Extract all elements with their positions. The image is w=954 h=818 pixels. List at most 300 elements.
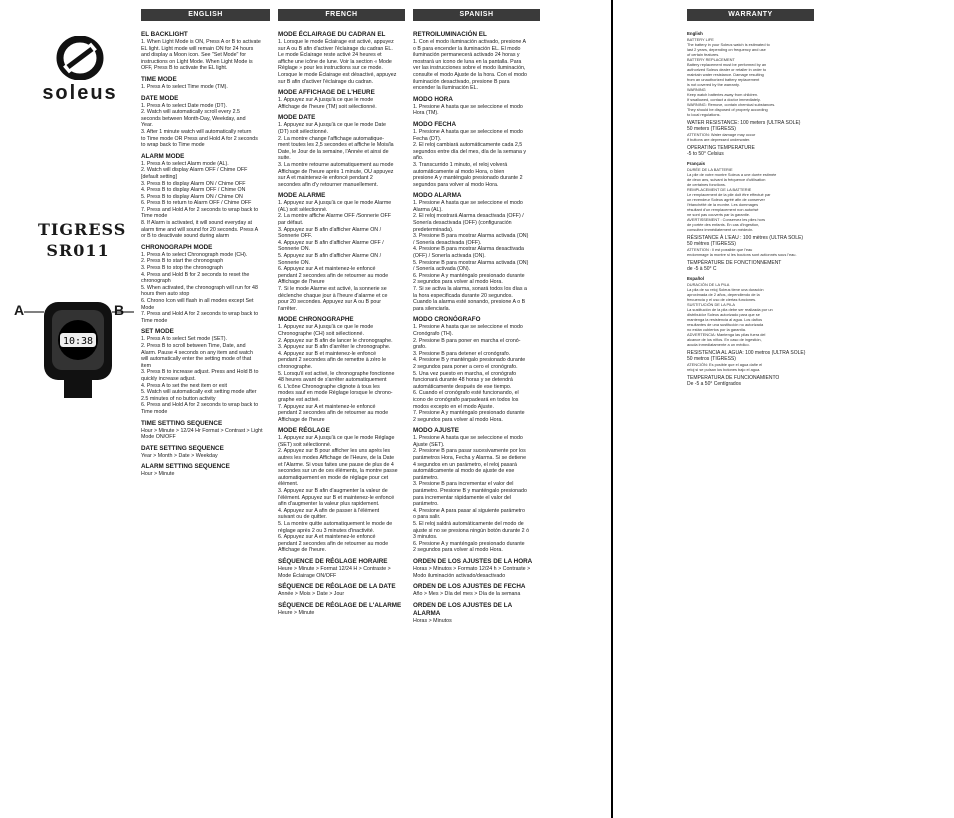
- section-line: 3. Press B to display Alarm ON / Chime OFF: [141, 180, 246, 187]
- section-line: Horas > Minutos > Formato 12/24 h > Contraste >: [413, 565, 531, 572]
- warranty-line: un revendeur Soleus agréé afin de conserver: [687, 197, 765, 202]
- warranty-line: WARNING: Remove, contain chemical substances.: [687, 102, 776, 107]
- col-english: [141, 9, 270, 478]
- warranty-line: resultantes de una sustitución no autorizada: [687, 322, 764, 327]
- warranty-spec-line: OPERATING TEMPERATURE: [687, 145, 755, 151]
- warranty-spec-line: 50 mètres (TIGRESS): [687, 241, 736, 247]
- warranty-header: WARRANTY: [687, 9, 814, 21]
- section-line: 1. Presione A hasta que se seleccione el modo: [413, 103, 523, 110]
- section-line: parámetros Hora, Fecha y Alarma. Si se detiene: [413, 455, 527, 462]
- section-line: automáticamente al modo Hora, o bien: [413, 168, 505, 175]
- section-line: 6. Press and Hold A for 2 seconds to wrap back to: [141, 402, 259, 409]
- section-line: mostrará un icono de luna en la pantalla. Para: [413, 58, 522, 65]
- col-french: [278, 9, 405, 616]
- section-title: CHRONOGRAPH MODE: [141, 243, 213, 251]
- fold-line: [611, 0, 613, 818]
- section-line: secondes sur un de ces éléments, la montre passe: [278, 468, 398, 475]
- section-line: 2 segundos para volver al modo Hora.: [413, 279, 503, 286]
- section-line: to wrap back to Time mode: [141, 142, 205, 149]
- section-line: Affichage de l'heure: [278, 416, 325, 423]
- section-line: 1. Press A to select Set mode (SET).: [141, 336, 227, 343]
- section-title: MODE ALARME: [278, 192, 326, 200]
- section-line: pendant 2 secondes afin de remettre à zéro le: [278, 357, 387, 364]
- section-line: suite.: [278, 155, 291, 162]
- section-line: Year.: [141, 122, 153, 129]
- section-line: segundos entre día del mes, día de la semana y: [413, 148, 527, 155]
- model-line-1: TIGRESS: [38, 220, 127, 239]
- warranty-line: distribuidor Soleus autorizado para que se: [687, 312, 760, 317]
- section-line: 3. Appuyez sur B afin d'afficher Alarme ON /: [278, 226, 382, 233]
- section-line: 2. Press B to start the chronograph: [141, 258, 224, 265]
- section-line: sur A et maintenez-le enfoncé pendant 2: [278, 175, 373, 182]
- section-line: item: [141, 362, 152, 369]
- section-line: automáticamente después de ese tiempo.: [413, 383, 512, 390]
- section-line: Affichage de l'heure.: [278, 547, 327, 554]
- section-line: quickly increase adjust.: [141, 375, 196, 382]
- section-line: 5. La montre quitte automatiquement le mode de: [278, 521, 393, 527]
- section-line: Horas > Minutos: [413, 617, 452, 624]
- section-title: ALARM SETTING SEQUENCE: [141, 463, 230, 471]
- section-line: élément.: [278, 481, 299, 488]
- section-line: 4. Appuyez sur B et maintenez-le enfoncé: [278, 350, 377, 357]
- section-line: 2. Watch will display Alarm OFF / Chime OFF: [141, 167, 248, 174]
- warranty-spec-line: TEMPERATURA DE FUNCIONAMIENTO: [687, 375, 780, 381]
- section-title: MODO AJUSTE: [413, 427, 459, 435]
- section-line: 2.5 minutes of no button activity: [141, 395, 216, 402]
- col-warranty: [687, 9, 814, 387]
- warranty-line: ne sont pas couverts par la garantie.: [687, 212, 750, 217]
- warranty-spec-line: WATER RESISTANCE: 100 meters (ULTRA SOLE): [687, 120, 801, 126]
- section-line: 3 minutos.: [413, 534, 438, 541]
- section-line: 1. Press A to select Chronograph mode (CH).: [141, 251, 248, 258]
- section-line: 2. Press B to scroll between Time, Date, and: [141, 342, 246, 349]
- section-line: icono de cronógrafo parpadeará en todos los: [413, 396, 519, 403]
- section-line: 7. Si le mode Alarme est activé, la sonnerie se: [278, 286, 387, 292]
- section-line: Mode Éclairage ON/OFF: [278, 572, 337, 579]
- section-line: Date, le Jour de la semaine, l'Année et ainsi de: [278, 148, 389, 155]
- section-line: sur B afin d'activer l'éclairage du cadran.: [278, 78, 374, 85]
- section-line: chronograph: [141, 278, 171, 285]
- section-line: Heure > Minute: [278, 609, 315, 616]
- warranty-line: de portée des enfants. En cas d'ingestion,: [687, 222, 760, 227]
- section-line: Alarm. Pause 4 seconds on any item and watch: [141, 349, 253, 356]
- section-title: TIME MODE: [141, 75, 177, 83]
- section-line: 2. La montre change l'affichage automatique-: [278, 135, 385, 142]
- section-line: 7. Si se activa la alarma, sonará todos los días a: [413, 286, 527, 292]
- warranty-line: résultant d'un remplacement non autorisé: [687, 207, 759, 212]
- section-line: 2. Presione B para pasar sucesivamente por los: [413, 448, 526, 455]
- section-line: pendant 2 secondes afin de retourner au mode: [278, 540, 389, 547]
- warranty-line: if buttons are depressed underwater.: [687, 137, 751, 142]
- section-line: Modo iluminación activado/desactivado: [413, 572, 506, 579]
- section-line: modos excepto en el modo Ajuste.: [413, 403, 494, 410]
- section-line: ment toutes les 2,5 secondes et affiche le Mois/la: [278, 142, 394, 149]
- section-line: Hour > Minute: [141, 471, 175, 478]
- section-line: 2. Appuyez sur B pour afficher les uns après les: [278, 448, 391, 455]
- section-line: déclenche chaque jour à l'heure d'alarme et ce: [278, 292, 388, 299]
- section-line: to Time mode OR Press and Hold A for 2 seconds: [141, 135, 258, 142]
- section-line: presione A y manténgalo presionado durante 2: [413, 175, 523, 182]
- section-line: 3. After 1 minute watch will automatically return: [141, 128, 252, 135]
- section-title: ORDEN DE LOS AJUSTES DE LA ALARMA: [413, 601, 512, 617]
- section-line: automatiquement en mode de réglage pour cet: [278, 474, 389, 481]
- section-line: segundos para volver al modo Hora.: [413, 181, 499, 188]
- section-title: MODO FECHA: [413, 120, 457, 128]
- section-line: 1. When Light Mode is ON, Press A or B to activate: [141, 39, 261, 45]
- warranty-line: Keep watch batteries away from children.: [687, 92, 759, 97]
- section-line: instructions on Light Mode. When Light Mode is: [141, 58, 253, 65]
- section-line: 4. Press A to set the next item or exit: [141, 382, 227, 389]
- section-line: Hour > Minute > 12/24 Hr Format > Contrast > Light: [141, 427, 263, 434]
- section-line: Mode ON/OFF: [141, 434, 176, 441]
- section-line: 1. Presione A hasta que se seleccione el modo: [413, 128, 523, 135]
- section-line: 7. Presione A y manténgalo presionado durante: [413, 410, 525, 417]
- section-title: SET MODE: [141, 328, 174, 336]
- section-line: Año > Mes > Día del mes > Día de la semana: [413, 591, 521, 598]
- section-line: grafo.: [413, 344, 427, 351]
- section-line: afin d'augmenter la valeur plus rapidement.: [278, 501, 380, 508]
- watch-display: 10:38: [62, 336, 94, 347]
- section-line: 6. Cuando el cronógrafo esté funcionando, el: [413, 390, 519, 397]
- section-line: 1. Appuyez sur A jusqu'à ce que le mode: [278, 324, 374, 331]
- section-line: 5. El reloj saldrá automáticamente del modo de: [413, 521, 524, 527]
- warranty-line: They should be disposed of properly according: [687, 107, 768, 112]
- section-line: 6. Presione A y manténgalo presionado durante: [413, 272, 525, 279]
- section-line: pendant 2 secondes afin de retourner au mode: [278, 410, 389, 417]
- section-line: seconds between Month-Day, Weekday, and: [141, 115, 246, 122]
- section-title: EL BACKLIGHT: [141, 31, 188, 38]
- brand-logo: [40, 36, 120, 105]
- section-title: MODE CHRONOGRAPHE: [278, 316, 354, 324]
- section-line: 48 heures avant de s'arrêter automatiquement: [278, 377, 387, 384]
- section-line: 2. La montre affiche Alarme OFF /Sonnerie OFF: [278, 213, 391, 220]
- col-spanish: [413, 9, 540, 624]
- warranty-line: frecuencia y el uso de ciertas funciones.: [687, 297, 757, 302]
- section-line: (AL) soit sélectionné.: [278, 206, 328, 213]
- section-line: 3. Presione B para detener el cronógrafo.: [413, 350, 511, 357]
- section-title: SÉQUENCE DE RÉGLAGE DE LA DATE: [278, 583, 396, 591]
- warranty-line: is not covered by the warranty.: [687, 82, 740, 87]
- warranty-line: authorized Soleus dealer or retailer in order to: [687, 67, 767, 72]
- section-line: 3. Presione B para incrementar el valor del: [413, 481, 514, 488]
- section-line: réglage après 2 ou 3 minutes d'inactivité.: [278, 527, 375, 534]
- warranty-spec-line: de -5 à 50° C: [687, 266, 717, 272]
- section-line: 1. Presione A hasta que se seleccione el modo: [413, 324, 523, 331]
- section-line: Chronographe (CH) soit sélectionné.: [278, 330, 364, 337]
- section-line: 2 segundos para poner a cero el cronógrafo.: [413, 363, 518, 370]
- warranty-line: alcance de los niños. En caso de ingestión,: [687, 337, 762, 342]
- section-title: MODE ÉCLAIRAGE DU CADRAN EL: [278, 31, 386, 38]
- section-line: pendant 2 secondes afin de retourner au mode: [278, 272, 389, 279]
- section-title: DATE SETTING SEQUENCE: [141, 444, 224, 452]
- section-line: 1. Appuyez sur A jusqu'à ce que le mode: [278, 97, 374, 104]
- section-title: TIME SETTING SEQUENCE: [141, 419, 223, 427]
- section-line: 5. Presione B para mostrar Alarma activada (ON): [413, 259, 529, 266]
- section-line: ver las instrucciones sobre el modo iluminación,: [413, 65, 526, 72]
- section-title: ORDEN DE LOS AJUSTES DE FECHA: [413, 583, 526, 591]
- section-line: Time mode: [141, 213, 168, 220]
- warranty-line: AVERTISSEMENT : Conservez les piles hors: [687, 217, 766, 222]
- section-title: SÉQUENCE DE RÉGLAGE DE L'ALARME: [278, 601, 402, 609]
- warranty-spec-line: 50 metros (TIGRESS): [687, 356, 736, 362]
- section-line: predeterminada).: [413, 226, 454, 233]
- section-title: MODO HORA: [413, 95, 453, 103]
- section-line: Fecha (DT).: [413, 135, 442, 142]
- section-line: consulte el modo Ajuste de la hora. Con el modo: [413, 71, 527, 78]
- section-line: Hora (TM).: [413, 110, 439, 117]
- section-title: DATE MODE: [141, 94, 179, 102]
- section-line: hours then auto stop: [141, 291, 190, 298]
- button-b-label: B: [114, 302, 125, 318]
- warranty-line: REMPLACEMENT DE LA BATTERIE: [687, 187, 752, 192]
- section-line: 3. Appuyez sur B afin d'augmenter la valeur de: [278, 488, 388, 495]
- section-line: 2. El reloj mostrará Alarma desactivada (OFF) /: [413, 213, 524, 220]
- section-line: Mode: [141, 304, 155, 311]
- section-line: 1. Appuyez sur A jusqu'à ce que le mode Date: [278, 122, 386, 129]
- section-line: (SET) soit sélectionné.: [278, 441, 332, 448]
- warranty-spec-line: 50 meters (TIGRESS): [687, 126, 736, 132]
- section-line: suivant ou de quitter.: [278, 514, 327, 521]
- warranty-line: last 2 years, depending on frequency and use: [687, 47, 766, 52]
- section-line: encender la iluminación EL.: [413, 85, 479, 92]
- warranty-line: l'étanchéité de la montre. Les dommages: [687, 202, 759, 207]
- section-line: Time mode: [141, 317, 168, 324]
- section-line: parámetro. Presione B y manténgalo presionado: [413, 488, 527, 495]
- section-line: 5. Una vez puesto en marcha, el cronógrafo: [413, 370, 517, 377]
- section-title: MODO CRONÓGRAFO: [413, 316, 481, 324]
- warranty-line: Battery replacement must be performed by an: [687, 62, 767, 67]
- section-line: alarm time and will sound for 20 seconds. Press A: [141, 226, 259, 233]
- section-line: Time mode: [141, 408, 168, 415]
- section-line: Affichage de l'heure: [278, 279, 325, 286]
- section-line: Cronógrafo (TH).: [413, 330, 454, 337]
- section-line: will automatically enter the setting mode of that: [141, 356, 252, 363]
- section-line: 3. Presione B para mostrar Alarma activada (ON): [413, 233, 529, 240]
- warranty-line: If swallowed, contact a doctor immediately.: [687, 97, 761, 102]
- warranty-line: of certain features.: [687, 52, 720, 57]
- section-line: and display a Moon icon. See "Set Mode" for: [141, 52, 247, 59]
- warranty-line: to local regulations.: [687, 112, 721, 117]
- section-line: 6. Appuyez sur A et maintenez-le enfoncé: [278, 534, 376, 541]
- section-line: or B to deactivate sound during alarm: [141, 233, 230, 240]
- section-line: 4. Press B to display Alarm OFF / Chime ON: [141, 187, 246, 194]
- section-line: 7. Press and Hold A for 2 seconds to wrap back to: [141, 206, 259, 213]
- section-line: 2. Presione B para poner en marcha el cronó-: [413, 337, 521, 344]
- section-line: Sonnerie OFF.: [278, 233, 313, 240]
- section-line: secondes afin d'y retourner manuellement.: [278, 181, 378, 188]
- section-title: ORDEN DE LOS AJUSTES DE LA HORA: [413, 557, 533, 565]
- section-line: 1. Presione A hasta que se seleccione el modo: [413, 200, 523, 207]
- section-line: affiche une icône de lune. Voir la section « Mode: [278, 58, 392, 65]
- section-line: iluminación permanecerá activado 24 horas y: [413, 52, 520, 59]
- section-line: parámetro.: [413, 474, 439, 481]
- section-line: chronographe.: [278, 363, 313, 370]
- warranty-line: BATTERY REPLACEMENT: [687, 57, 735, 62]
- section-line: OFF, Press B to activate the EL light.: [141, 65, 228, 72]
- section-line: la hora especificada durante 20 segundos.: [413, 292, 513, 299]
- section-line: l'élément. Appuyez sur B et maintenez-le enfoncé: [278, 494, 395, 501]
- section-line: 8. If Alarm is activated, it will sound everyday at: [141, 220, 252, 227]
- section-line: 6. Appuyez sur A et maintenez-le enfoncé: [278, 266, 376, 273]
- section-line: funcionará durante 48 horas y se detendrá: [413, 377, 513, 384]
- section-line: 1. Appuyez sur A jusqu'à ce que le mode Alarme: [278, 200, 392, 207]
- section-line: 1. Press A to select Date mode (DT).: [141, 102, 227, 109]
- warranty-language-title: English: [687, 31, 703, 36]
- section-line: (DT) soit sélectionné.: [278, 128, 329, 135]
- section-line: 1. Presione A hasta que se seleccione el modo: [413, 435, 523, 442]
- section-line: 2. Watch will automatically scroll every 2.5: [141, 109, 241, 116]
- section-line: 6. Presione A y manténgalo presionado durante: [413, 540, 525, 547]
- warranty-line: de certaines fonctions.: [687, 182, 726, 187]
- section-line: autres les modes Affichage de l'Heure, de la Date: [278, 455, 395, 462]
- section-line: Alarma (AL).: [413, 206, 443, 213]
- section-line: automáticamente al modo de ajuste de ese: [413, 468, 515, 475]
- section-line: 2. Appuyez sur B afin de lancer le chronographe.: [278, 337, 393, 344]
- section-line: par défaut.: [278, 220, 304, 227]
- warranty-line: Le remplacement de la pile doit être effectué par: [687, 192, 771, 197]
- warranty-line: ATENCIÓN: Es posible que el agua dañe el: [687, 362, 763, 367]
- english-header: ENGLISH: [141, 9, 270, 21]
- section-line: parámetro.: [413, 501, 439, 508]
- section-line: 3. Appuyez sur B afin d'arrêter le chronographe.: [278, 344, 391, 351]
- section-line: Lorsque le mode Éclairage est désactivé, appuyez: [278, 71, 397, 78]
- warranty-line: The battery in your Soleus watch is estimated to: [687, 42, 770, 47]
- warranty-line: ATTENTION : Il est possible que l'eau: [687, 247, 753, 252]
- watch-diagram: [24, 300, 134, 400]
- section-line: Heure > Minute > Format 12/24 H > Contraste >: [278, 565, 391, 572]
- section-line: ajuste si no se presiona ningún botón durante 2 ó: [413, 527, 530, 534]
- warranty-line: endommage la montre si les boutons sont actionnés sous l'eau.: [687, 252, 797, 257]
- section-line: (OFF) / Sonería activada (ON).: [413, 253, 486, 260]
- warranty-line: DURÉE DE LA BATTERIE: [687, 167, 733, 172]
- warranty-line: acuda inmediatamente a un médico.: [687, 342, 750, 347]
- french-body: [278, 21, 405, 616]
- section-line: para incrementar rápidamente el valor del: [413, 494, 512, 501]
- section-title: MODE DATE: [278, 114, 316, 122]
- warranty-line: from an unauthorized battery replacement: [687, 77, 760, 82]
- section-title: MODO ALARMA: [413, 192, 462, 200]
- model-name: [38, 220, 127, 260]
- section-line: Cuando la alarma esté sonando, presione A o B: [413, 299, 526, 306]
- section-line: 1. Appuyez sur A jusqu'à ce que le mode Réglage: [278, 435, 395, 442]
- section-line: EL light. Light mode will remain ON for 24 hours: [141, 45, 254, 52]
- french-header: FRENCH: [278, 9, 405, 21]
- warranty-spec-line: TEMPÉRATURE DE FONCTIONNEMENT: [687, 260, 782, 266]
- section-line: 3. Transcurrido 1 minuto, el reloj volverá: [413, 161, 508, 168]
- section-line: iluminación desactivado, presione B para: [413, 78, 510, 85]
- section-line: 7. Press and Hold A for 2 seconds to wrap back to: [141, 311, 259, 318]
- section-line: año.: [413, 155, 424, 162]
- section-line: / Sonería desactivada (OFF).: [413, 239, 482, 246]
- warranty-line: de deux ans, suivant la fréquence d'utilisation: [687, 177, 766, 182]
- section-line: Sonería desactivada (OFF) (configuración: [413, 220, 512, 227]
- section-line: [default setting]: [141, 173, 177, 180]
- warranty-line: aproximada de 2 años, dependiendo de la: [687, 292, 760, 297]
- warranty-language-title: Español: [687, 276, 705, 281]
- section-line: 4 segundos en un parámetro, el reloj pasará: [413, 461, 517, 468]
- warranty-line: mantenga la resistencia al agua. Los daños: [687, 317, 763, 322]
- section-line: 5. Appuyez sur B afin d'afficher Alarme ON /: [278, 253, 382, 260]
- warranty-line: La pile de votre montre Soleus a une durée estimée: [687, 172, 777, 177]
- section-line: 4. Presione A para pasar al siguiente parámetro: [413, 507, 525, 514]
- section-line: 5. Press B to display Alarm ON / Chime ON: [141, 193, 243, 200]
- section-title: MODE RÉGLAGE: [278, 427, 330, 435]
- section-line: 3. Press B to increase adjust. Press and Hold B to: [141, 369, 259, 376]
- warranty-line: DURACIÓN DE LA PILA: [687, 282, 730, 287]
- section-line: modes sauf en mode Réglage lorsque le chrono-: [278, 390, 393, 397]
- warranty-line: no están cubiertos por la garantía.: [687, 327, 747, 332]
- warranty-line: reloj si se pulsan los botones bajo el agua.: [687, 367, 761, 372]
- section-line: para silenciarla.: [413, 305, 451, 312]
- section-line: 1. Con el modo iluminación activado, presione A: [413, 39, 527, 45]
- section-line: 5. Lorsqu'il est activé, le chronographe fonctionne: [278, 370, 395, 377]
- section-line: 2. El reloj cambiará automáticamente cada 2,5: [413, 142, 523, 149]
- warranty-body: [687, 21, 814, 387]
- section-line: 6. L'icône Chronographe clignote à tous les: [278, 383, 380, 390]
- warranty-spec-line: RESISTENCIA AL AGUA: 100 metros (ULTRA SOLE): [687, 350, 806, 356]
- section-line: 2 segundos para volver al modo Hora.: [413, 416, 503, 423]
- model-line-2: SR011: [46, 241, 110, 260]
- warranty-line: consultez immédiatement un médecin.: [687, 227, 754, 232]
- section-line: pour 20 secondes. Appuyez sur A ou B pour: [278, 299, 382, 306]
- section-line: 5. When activated, the chronograph will run for 48: [141, 284, 258, 291]
- section-line: 3. La montre retourne automatiquement au mode: [278, 161, 394, 168]
- warranty-line: ADVERTENCIA: Mantenga las pilas fuera del: [687, 332, 766, 337]
- warranty-line: WARNING: [687, 87, 706, 92]
- section-line: graphe est activé.: [278, 396, 320, 403]
- section-line: Affichage de l'heure après 1 minute, OU appuyez: [278, 168, 394, 175]
- section-line: Year > Month > Date > Weekday: [141, 452, 218, 459]
- section-line: 4. Appuyez sur B afin d'afficher Alarme OFF /: [278, 239, 384, 246]
- warranty-line: La pila de su reloj Soleus tiene una duración: [687, 287, 764, 292]
- section-line: 1. Press A to select Alarm mode (AL).: [141, 160, 229, 167]
- section-line: 3. Press B to stop the chronograph: [141, 265, 223, 272]
- section-line: 4. Appuyez sur A afin de passer à l'élément: [278, 507, 380, 514]
- section-title: RETROILUMINACIÓN EL: [413, 31, 487, 38]
- section-line: Le mode Éclairage reste activé 24 heures et: [278, 52, 382, 59]
- warranty-line: maintain water resistance. Damage resulting: [687, 72, 764, 77]
- section-line: et l'Alarme. Si vous faites une pause de plus de 4: [278, 461, 394, 468]
- warranty-line: La sustitución de la pila debe ser realizada por un: [687, 307, 773, 312]
- section-title: ALARM MODE: [141, 152, 185, 160]
- warranty-spec-line: RÉSISTANCE À L'EAU : 100 mètres (ULTRA SOLE): [687, 235, 804, 241]
- section-line: Ajuste (SET).: [413, 441, 445, 448]
- section-line: l'arrêter.: [278, 305, 297, 312]
- section-line: 4. Presione B y manténgalo presionado durante: [413, 357, 526, 364]
- warranty-spec-line: -5 to 50° Celsius: [687, 151, 724, 157]
- warranty-language-title: Français: [687, 161, 706, 166]
- section-line: 1. Press A to select Time mode (TM).: [141, 83, 228, 90]
- spanish-header: SPANISH: [413, 9, 540, 21]
- section-line: 5. Watch will automatically exit setting mode after: [141, 389, 257, 396]
- section-title: MODE AFFICHAGE DE L'HEURE: [278, 89, 375, 97]
- brand-name: soleus: [42, 82, 118, 104]
- section-line: 2 segundos para volver al modo Hora.: [413, 547, 503, 554]
- section-line: 4. Press and Hold B for 2 seconds to reset the: [141, 271, 250, 278]
- section-line: o B para encender la iluminación EL. El modo: [413, 45, 521, 52]
- button-a-label: A: [14, 302, 25, 318]
- section-line: Affichage de l'heure (TM) soit sélectionné.: [278, 103, 377, 110]
- section-line: sur A ou B afin d'activer l'éclairage du cadran EL.: [278, 45, 393, 52]
- spanish-body: [413, 21, 540, 624]
- warranty-spec-line: De -5 a 50° Centígrados: [687, 381, 741, 387]
- english-body: [141, 21, 270, 478]
- section-line: 7. Appuyez sur A et maintenez-le enfoncé: [278, 403, 376, 410]
- section-line: / Sonería activada (ON).: [413, 266, 471, 273]
- warranty-line: BATTERY LIFE: [687, 37, 714, 42]
- section-line: 6. Chrono Icon will flash in all modes except Set: [141, 298, 254, 304]
- section-line: 1. Lorsque le mode Éclairage est activé, appuyez: [278, 39, 394, 45]
